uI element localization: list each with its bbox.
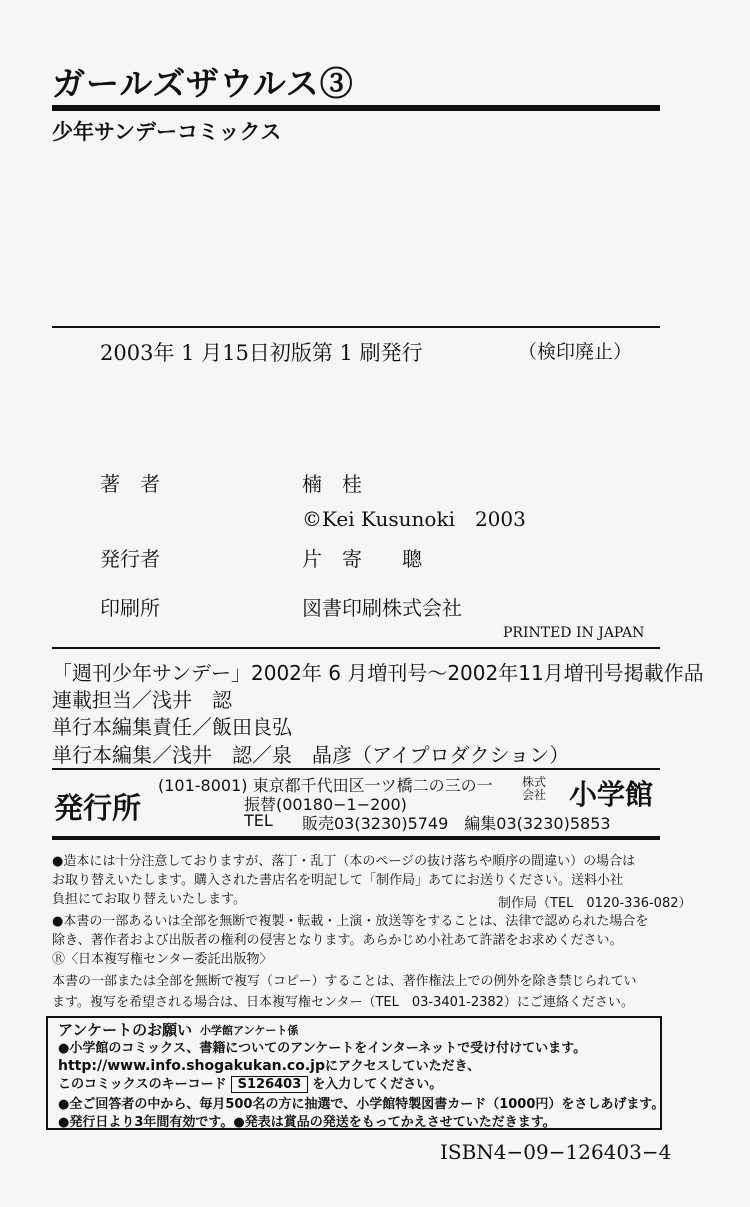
isbn: ISBN4−09−126403−4: [440, 1140, 672, 1164]
publisher-tel-label: TEL: [244, 811, 273, 830]
kabushiki-line-1: 株式: [522, 775, 547, 789]
publication-date: 2003年 1 月15日初版第 1 刷発行: [100, 341, 423, 365]
key-code: S126403: [231, 1076, 309, 1093]
note-line: 除き、著作者および出版者の権利の侵害となります。あらかじめ小社あて許諾をお求めください。: [52, 933, 623, 948]
survey-dept: 小学館アンケート係: [200, 1024, 299, 1037]
survey-url-suffix: にアクセスしていただき、: [324, 1059, 481, 1074]
book-editors: 単行本編集／浅井 認／泉 晶彦（アイプロダクション）: [52, 743, 570, 767]
credit-label-publisher: 発行者: [100, 547, 160, 571]
publisher-name: 小学館: [569, 778, 654, 811]
note-line: 本書の一部または全部を無断で複写（コピー）することは、著作権法上での例外を除き禁じられてい: [52, 974, 637, 989]
note-line: ●本書の一部あるいは全部を無断で複製・転載・上演・放送等をすることは、法律で認められた場合を: [52, 914, 649, 929]
credit-value-printer: 図書印刷株式会社: [302, 596, 462, 620]
credit-value-author: 楠 桂: [302, 472, 362, 496]
survey-line: ●小学館のコミックス、書籍についてのアンケートをインターネットで受け付けています。: [58, 1041, 587, 1056]
survey-url-line: [58, 1055, 480, 1074]
publisher-transfer: 振替(00180−1−200): [244, 795, 407, 814]
serial-editor: 連載担当／浅井 認: [52, 688, 232, 712]
note-line: ●造本には十分注意しておりますが、落丁・乱丁（本のページの抜け落ちや順序の間違い）の場合は: [52, 854, 636, 869]
survey-line: ●全ご回答者の中から、毎月500名の方に抽選で、小学館特製図書カード（1000円）をさしあげます。: [58, 1097, 665, 1112]
series-name: 少年サンデーコミックス: [52, 120, 282, 144]
publisher-label: 発行所: [54, 791, 142, 825]
note-line: ます。複写を希望される場合は、日本複写権センター（TEL 03-3401-2382）にご連絡ください。: [52, 995, 634, 1010]
title-rule: [52, 105, 660, 111]
key-code-prefix: このコミックスのキーコード: [58, 1077, 227, 1092]
copyright-center-notice: Ⓡ〈日本複写権センター委託出版物〉: [52, 952, 273, 967]
survey-key-line: [58, 1073, 442, 1093]
publisher-address: (101-8001) 東京都千代田区一ツ橋二の三の一: [158, 776, 493, 795]
book-title: ガールズザウルス③: [52, 64, 354, 103]
copyright-line: ©Kei Kusunoki 2003: [302, 507, 526, 531]
survey-heading: アンケートのお願い: [58, 1021, 193, 1039]
credit-label-printer: 印刷所: [100, 596, 160, 620]
serialization-info: 「週刊少年サンデー」2002年 6 月増刊号～2002年11月増刊号掲載作品: [52, 661, 704, 685]
kabushiki-line-2: 会社: [522, 788, 547, 802]
book-editor-chief: 単行本編集責任／飯田良弘: [52, 715, 292, 739]
credit-label-author: 著 者: [100, 472, 160, 496]
survey-url[interactable]: http://www.info.shogakukan.co.jp: [58, 1058, 325, 1074]
credit-value-publisher: 片 寄 聰: [302, 547, 422, 571]
publisher-tel: 販売03(3230)5749 編集03(3230)5853: [302, 814, 611, 833]
survey-line: ●発行日より3年間有効です。●発表は賞品の発送をもってかえさせていただきます。: [58, 1115, 556, 1130]
note-line: 負担にてお取り替えいたします。: [52, 892, 246, 907]
kabushiki-mark: [522, 776, 546, 802]
publisher-top-rule: [52, 768, 660, 770]
key-code-suffix: を入力してください。: [312, 1077, 443, 1092]
printed-in-japan: PRINTED IN JAPAN: [503, 625, 645, 641]
seal-note: （検印廃止）: [518, 341, 633, 363]
production-contact: 制作局（TEL 0120-336-082）: [498, 896, 692, 911]
editorial-top-rule: [52, 647, 660, 649]
date-top-rule: [52, 326, 660, 328]
note-line: お取り替えいたします。購入された書店名を明記して「制作局」あてにお送りください。送料小社: [52, 873, 623, 888]
publisher-bottom-rule: [52, 836, 660, 840]
